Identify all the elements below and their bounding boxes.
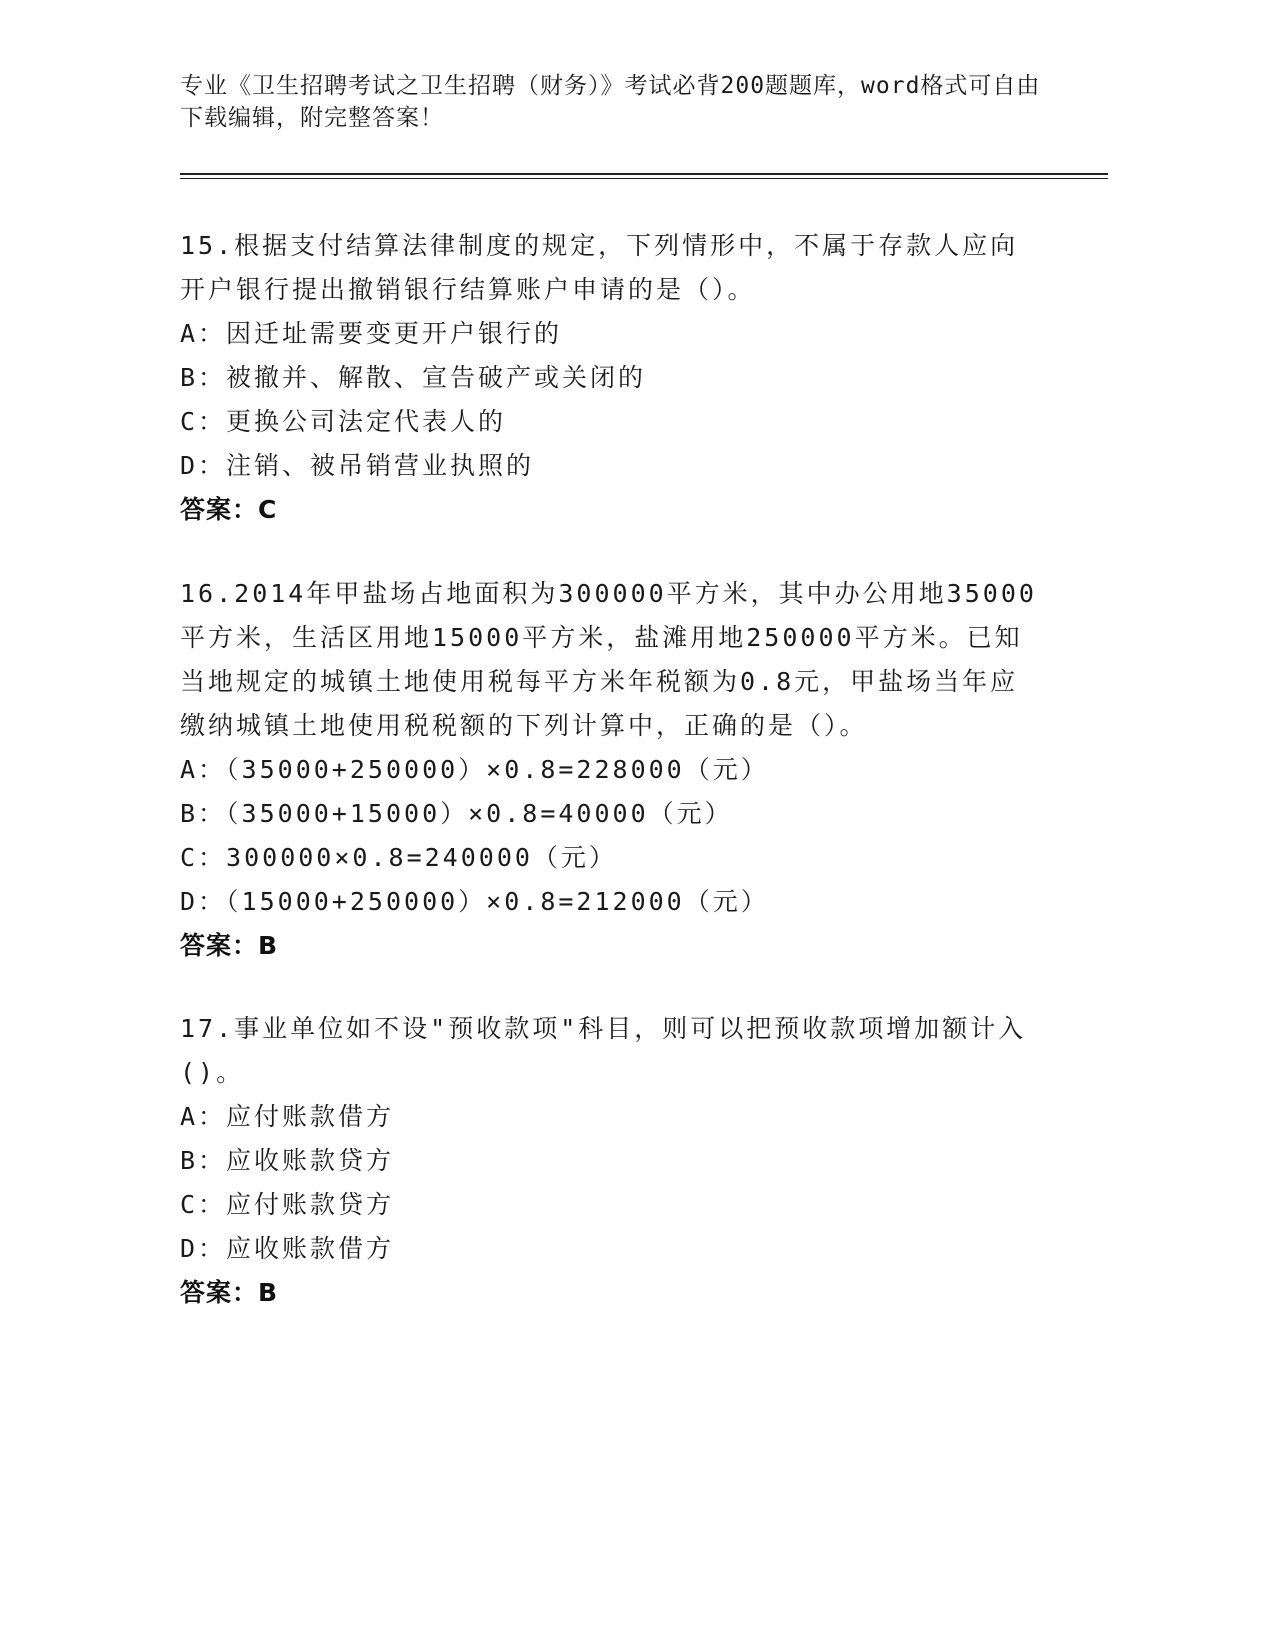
option-c: C：更换公司法定代表人的 <box>180 407 507 436</box>
question-17 <box>180 1007 1040 1315</box>
answer: 答案：B <box>180 931 279 960</box>
option-c: C：应付账款贷方 <box>180 1190 395 1219</box>
question-stem: 17.事业单位如不设"预收款项"科目，则可以把预收款项增加额计入()。 <box>180 1014 1027 1087</box>
option-d: D：注销、被吊销营业执照的 <box>180 451 535 480</box>
option-a: A：因迁址需要变更开户银行的 <box>180 319 563 348</box>
answer: 答案：C <box>180 495 278 524</box>
header-divider-bottom <box>180 178 1108 179</box>
option-b: B：（35000+15000）×0.8=40000（元） <box>180 799 733 828</box>
document-header: 专业《卫生招聘考试之卫生招聘（财务）》考试必背200题题库，word格式可自由下载编辑，附完整答案！ <box>180 73 1041 131</box>
option-b: B：被撤并、解散、宣告破产或关闭的 <box>180 363 647 392</box>
option-d: D：应收账款借方 <box>180 1234 395 1263</box>
question-15 <box>180 224 1040 532</box>
question-stem: 16.2014年甲盐场占地面积为300000平方米，其中办公用地35000平方米，生活区用地15000平方米，盐滩用地250000平方米。已知当地规定的城镇土地使用税每平方米年税额为0.8元，甲盐场当年应缴纳城镇土地使用税税额的下列计算中，正确的是（）。 <box>180 579 1037 740</box>
question-16 <box>180 572 1040 968</box>
option-a: A：（35000+250000）×0.8=228000（元） <box>180 755 769 784</box>
option-b: B：应收账款贷方 <box>180 1146 395 1175</box>
option-a: A：应付账款借方 <box>180 1102 395 1131</box>
option-c: C：300000×0.8=240000（元） <box>180 843 617 872</box>
header-divider-top <box>180 173 1108 175</box>
question-stem: 15.根据支付结算法律制度的规定，下列情形中，不属于存款人应向开户银行提出撤销银行结算账户申请的是（）。 <box>180 231 1019 304</box>
option-d: D：（15000+250000）×0.8=212000（元） <box>180 887 769 916</box>
answer: 答案：B <box>180 1278 279 1307</box>
